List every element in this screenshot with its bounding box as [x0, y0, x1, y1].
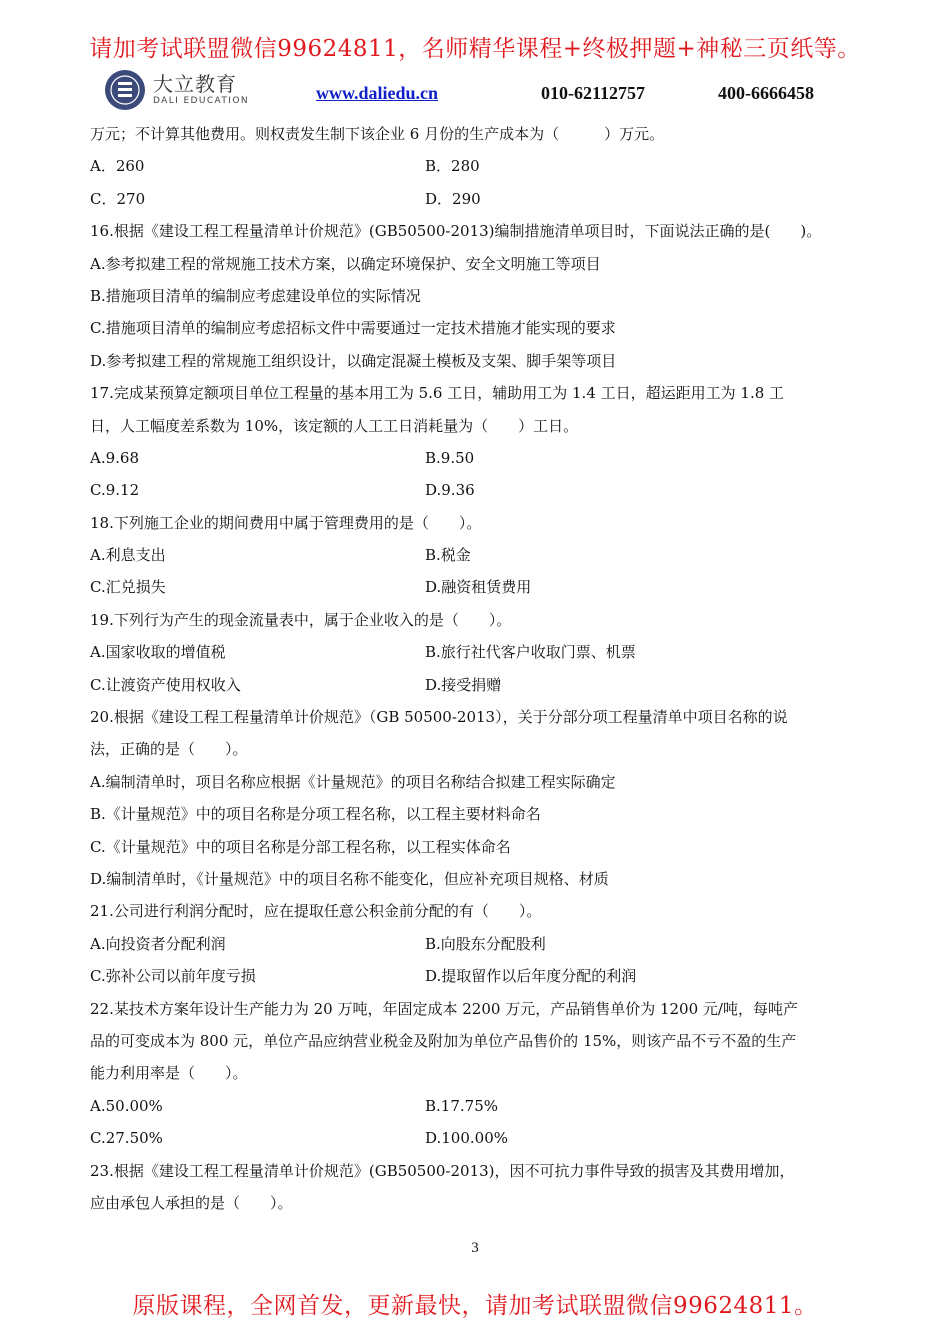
- text-line: D.参考拟建工程的常规施工组织设计，以确定混凝土模板及支架、脚手架等项目: [90, 351, 617, 370]
- text-line: 19.下列行为产生的现金流量表中，属于企业收入的是（ ）。: [90, 610, 512, 629]
- logo-english-name: DALI EDUCATION: [153, 96, 249, 106]
- brand-logo: [105, 70, 249, 110]
- document-body: [90, 118, 865, 1219]
- promo-banner-top: 请加考试联盟微信99624811，名师精华课程+终极押题+神秘三页纸等。: [89, 36, 861, 62]
- option-left: C.让渡资产使用权收入: [90, 675, 241, 694]
- text-line: B.《计量规范》中的项目名称是分项工程名称，以工程主要材料命名: [90, 805, 541, 824]
- option-left: A.9.68: [90, 448, 139, 467]
- option-right: B.向股东分配股利: [425, 934, 546, 953]
- text-line: 18.下列施工企业的期间费用中属于管理费用的是（ ）。: [90, 513, 482, 532]
- option-right: D.提取留作以后年度分配的利润: [425, 967, 637, 986]
- text-line: 万元；不计算其他费用。则权责发生制下该企业 6 月份的生产成本为（ ）万元。: [90, 125, 665, 143]
- option-left: C.弥补公司以前年度亏损: [90, 967, 256, 986]
- text-line: 应由承包人承担的是（ ）。: [90, 1193, 293, 1212]
- text-line: A.编制清单时，项目名称应根据《计量规范》的项目名称结合拟建工程实际确定: [90, 772, 616, 791]
- dali-emblem-icon: [105, 70, 145, 110]
- option-right: B.17.75%: [425, 1096, 498, 1115]
- page-number: 3: [471, 1240, 479, 1256]
- text-line: B.措施项目清单的编制应考虑建设单位的实际情况: [90, 286, 421, 305]
- option-row: [90, 442, 865, 474]
- option-row: [90, 571, 865, 603]
- option-right: B.旅行社代客户收取门票、机票: [425, 643, 636, 662]
- text-line: 日，人工幅度差系数为 10%，该定额的人工工日消耗量为（ ）工日。: [90, 416, 579, 435]
- text-line: 20.根据《建设工程工程量清单计价规范》（GB 50500-2013），关于分部分项工程量清单中项目名称的说: [90, 708, 788, 727]
- option-left: C.27.50%: [90, 1129, 163, 1148]
- option-row: [90, 539, 865, 571]
- option-left: A.50.00%: [90, 1096, 163, 1115]
- text-line: 品的可变成本为 800 元，单位产品应纳营业税金及附加为单位产品售价的 15%，则该产品不亏不盈的生产: [90, 1031, 797, 1050]
- text-line: 23.根据《建设工程工程量清单计价规范》(GB50500-2013)，因不可抗力事件导致的损害及其费用增加，: [90, 1161, 795, 1180]
- option-left: C.汇兑损失: [90, 578, 166, 597]
- option-right: D．290: [425, 189, 481, 208]
- option-left: A.国家收取的增值税: [90, 643, 226, 662]
- option-row: [90, 474, 865, 506]
- text-line: 21.公司进行利润分配时，应在提取任意公积金前分配的有（ ）。: [90, 902, 542, 921]
- logo-chinese-name: 大立教育: [153, 72, 237, 96]
- text-line: 16.根据《建设工程工程量清单计价规范》(GB50500-2013)编制措施清单项目时，下面说法正确的是( )。: [90, 222, 822, 241]
- option-row: [90, 669, 865, 701]
- option-right: D.100.00%: [425, 1129, 508, 1148]
- option-right: B．280: [425, 157, 480, 176]
- phone-number-1: 010-62112757: [541, 83, 646, 103]
- option-row: [90, 150, 865, 182]
- option-left: A.利息支出: [90, 546, 166, 565]
- phone-number-2: 400-6666458: [718, 83, 814, 103]
- text-line: 法，正确的是（ ）。: [90, 740, 248, 759]
- text-line: 17.完成某预算定额项目单位工程量的基本用工为 5.6 工日，辅助用工为 1.4 工日，超运距用工为 1.8 工: [90, 384, 785, 403]
- text-line: 能力利用率是（ ）。: [90, 1064, 248, 1083]
- text-line: D.编制清单时，《计量规范》中的项目名称不能变化，但应补充项目规格、材质: [90, 869, 609, 888]
- option-left: C.9.12: [90, 481, 140, 500]
- option-right: B.税金: [425, 546, 471, 565]
- option-right: D.9.36: [425, 481, 475, 500]
- option-left: A．260: [90, 157, 145, 176]
- option-right: D.融资租赁费用: [425, 578, 532, 597]
- text-line: C.《计量规范》中的项目名称是分部工程名称，以工程实体命名: [90, 837, 511, 856]
- promo-banner-bottom: 原版课程，全网首发，更新最快，请加考试联盟微信99624811。: [132, 1293, 818, 1319]
- text-line: A.参考拟建工程的常规施工技术方案，以确定环境保护、安全文明施工等项目: [90, 254, 601, 273]
- option-left: A.向投资者分配利润: [90, 934, 226, 953]
- option-row: [90, 1090, 865, 1122]
- option-right: B.9.50: [425, 448, 475, 467]
- option-right: D.接受捐赠: [425, 675, 502, 694]
- option-row: [90, 636, 865, 668]
- page-header: [0, 68, 950, 118]
- option-row: [90, 960, 865, 992]
- text-line: 22.某技术方案年设计生产能力为 20 万吨，年固定成本 2200 万元，产品销售单价为 1200 元/吨，每吨产: [90, 999, 798, 1018]
- option-row: [90, 183, 865, 215]
- option-row: [90, 1122, 865, 1154]
- option-row: [90, 928, 865, 960]
- text-line: C.措施项目清单的编制应考虑招标文件中需要通过一定技术措施才能实现的要求: [90, 319, 616, 338]
- website-link[interactable]: www.daliedu.cn: [316, 83, 439, 103]
- option-left: C．270: [90, 189, 146, 208]
